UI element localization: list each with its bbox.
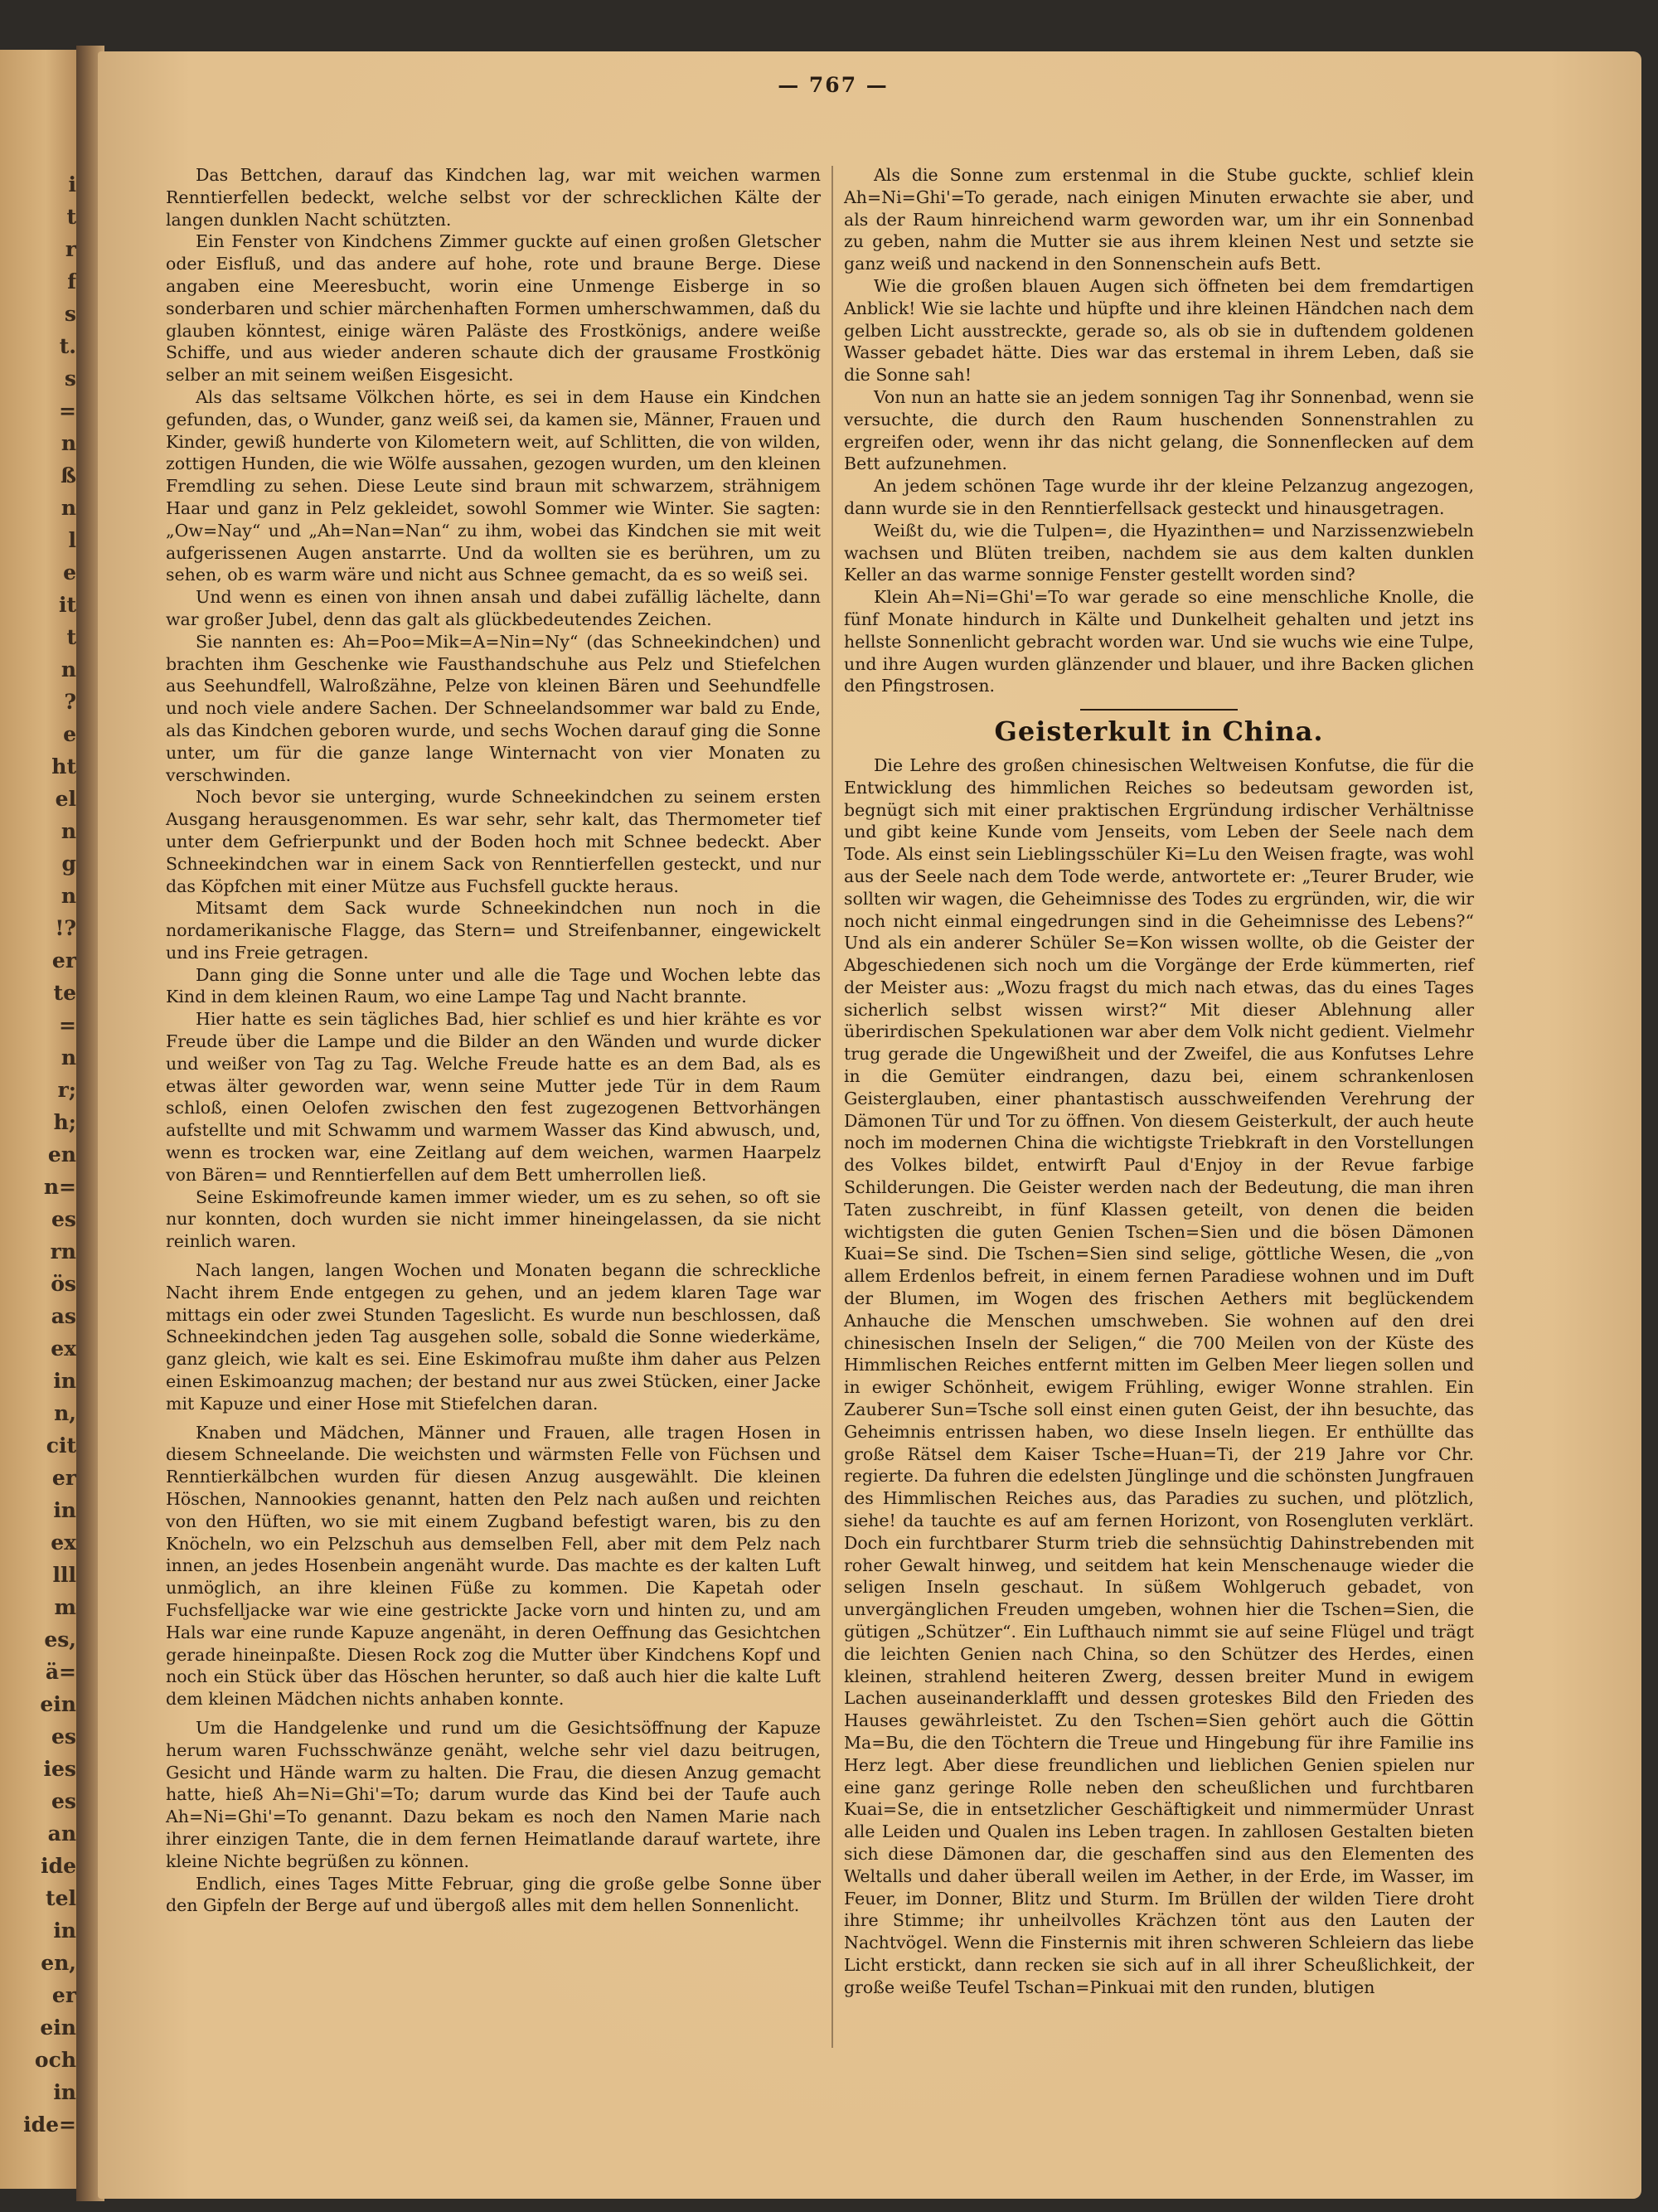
adjacent-page-text-fragment: en — [47, 1142, 76, 1167]
adjacent-page-text-fragment: es — [51, 1724, 76, 1749]
paragraph-text: Und wenn es einen von ihnen ansah und dabei zufällig lächelte, dann war großer Jubel, denn das galt als glückbedeutendes Zeichen. — [166, 587, 821, 629]
adjacent-page-text-fragment: rn — [50, 1239, 76, 1264]
paragraph — [166, 1186, 821, 1253]
left-column — [166, 164, 821, 1917]
paragraph-text: Dann ging die Sonne unter und alle die Tage und Wochen lebte das Kind in dem kleinen Raum, wo eine Lampe Tag und Nacht brannte. — [166, 964, 821, 1007]
adjacent-page-text-fragment: h; — [53, 1110, 76, 1134]
paragraph-text: Das Bettchen, darauf das Kindchen lag, war mit weichen warmen Renntierfellen bedeckt, welche selbst vor der schrecklichen Kälte der langen dunklen Nacht schützten. — [166, 165, 821, 230]
paragraph — [166, 230, 821, 386]
adjacent-page-text-fragment: = — [59, 399, 76, 423]
paragraph — [166, 897, 821, 963]
paragraph — [166, 1873, 821, 1918]
paragraph — [166, 386, 821, 586]
paragraph — [166, 1008, 821, 1186]
adjacent-page-text-fragment: tel — [46, 1886, 76, 1910]
adjacent-page-text-fragment: r — [65, 237, 76, 261]
paragraph-text: Knaben und Mädchen, Männer und Frauen, alle tragen Hosen in diesem Schneelande. Die weichsten und wärmsten Felle von Füchsen und Renntierkälbchen wurden für diesen Anzug ausgewählt. Die kleinen Höschen, Nannookies genannt, hatten den Pelz nach außen und reichten von den Hüften, wo sie mit einem Zugband befestigt waren, bis zu den Knöcheln, wo ein Pelzschuh aus demselben Fell, aber mit dem Pelz nach innen, an jedes Hosenbein angenäht wurde. Das machte es der kalten Luft unmöglich, an ihre kleinen Füße zu kommen. Die Kapetah oder Fuchsfelljacke war wie eine gestrickte Jacke vorn und hinten zu, und am Hals war eine runde Kapuze angenäht, in deren Oeffnung das Gesichtchen gerade hineinpaßte. Diesen Rock zog die Mutter über Kindchens Kopf und noch ein Stück über das Höschen herunter, so daß auch hier die kalte Luft dem kleinen Mädchen nichts anhaben konnte. — [166, 1422, 821, 1710]
adjacent-page-text-fragment: och — [34, 2048, 76, 2072]
adjacent-page-text-fragment: g — [61, 851, 76, 876]
adjacent-page-text-fragment: ex — [51, 1530, 76, 1555]
adjacent-page-text-fragment: n — [61, 1045, 76, 1070]
adjacent-page-text-fragment: ä= — [45, 1660, 76, 1684]
adjacent-page-text-fragment: e — [63, 722, 76, 746]
paragraph-gap — [166, 1710, 821, 1717]
adjacent-page-text-fragment: m — [54, 1595, 76, 1619]
paragraph-text: Wie die großen blauen Augen sich öffneten bei dem fremdartigen Anblick! Wie sie lachte und hüpfte und ihre kleinen Händchen nach dem gelben Licht ausstreckte, gerade so, als ob sie in duftendem goldenen Wasser gebadet hätte. Dies war das erstemal in ihrem Leben, daß sie die Sonne sah! — [844, 275, 1474, 386]
paragraph-text: Von nun an hatte sie an jedem sonnigen Tag ihr Sonnenbad, wenn sie versuchte, die durch den Raum huschenden Sonnenstrahlen zu ergreifen oder, wenn ihr das nicht gelang, die Sonnenflecken auf dem Bett aufzunehmen. — [844, 386, 1474, 474]
adjacent-page-text-fragment: t — [66, 625, 76, 649]
adjacent-page-text-fragment: n — [61, 496, 76, 520]
paragraph-text: Weißt du, wie die Tulpen=, die Hyazinthen= und Narzissenzwiebeln wachsen und Blüten treiben, nachdem sie aus dem kalten dunklen Keller an das warme sonnige Fenster gestellt worden sind? — [844, 520, 1474, 585]
adjacent-page-text-fragment: r; — [57, 1078, 76, 1102]
paragraph-text: Seine Eskimofreunde kamen immer wieder, um es zu sehen, so oft sie nur konnten, doch wurden sie nicht immer hineingelassen, da sie nicht reinlich waren. — [166, 1186, 821, 1252]
adjacent-page-text-fragment: as — [51, 1304, 76, 1328]
adjacent-page-text-fragment: t — [66, 205, 76, 229]
paragraph — [166, 786, 821, 897]
paragraph — [844, 386, 1474, 475]
paragraph-text: Klein Ah=Ni=Ghi'=To war gerade so eine menschliche Knolle, die fünf Monate hindurch in Kälte und Dunkelheit gehalten und jetzt ins hellste Sonnenlicht gebracht worden war. Und sie wuchs wie eine Tulpe, und ihre Augen wurden glänzender und blauer, und ihre Backen glichen den Pfingstrosen. — [844, 587, 1474, 696]
adjacent-page-text-fragment: n — [61, 819, 76, 843]
paragraph — [844, 275, 1474, 386]
adjacent-page-text-fragment: ide — [41, 1854, 76, 1878]
adjacent-page-text-fragment: in — [53, 2080, 76, 2104]
paragraph — [166, 631, 821, 787]
adjacent-page-text-fragment: l — [68, 528, 76, 552]
adjacent-page-text-fragment: n= — [43, 1175, 76, 1199]
adjacent-page-text-fragment: te — [53, 981, 76, 1005]
paragraph — [166, 1259, 821, 1415]
adjacent-page-text-fragment: n — [61, 884, 76, 908]
adjacent-page-text-fragment: ? — [64, 690, 76, 714]
adjacent-page-text-fragment: in — [53, 1369, 76, 1393]
adjacent-page-text-fragment: er — [51, 948, 76, 973]
adjacent-page-text-fragment: in — [53, 1919, 76, 1943]
paragraph — [844, 586, 1474, 697]
adjacent-page-edge — [0, 50, 76, 2189]
adjacent-page-text-fragment: s — [64, 302, 76, 326]
adjacent-page-text-fragment: en, — [41, 1951, 76, 1975]
adjacent-page-text-fragment: ß — [61, 463, 76, 488]
story-continuation — [844, 164, 1474, 697]
adjacent-page-text-fragment: es, — [44, 1627, 76, 1652]
adjacent-page-text-fragment: n — [61, 431, 76, 455]
paragraph — [166, 1422, 821, 1710]
paragraph — [166, 1717, 821, 1873]
adjacent-page-text-fragment: er — [51, 1466, 76, 1490]
paragraph — [844, 520, 1474, 586]
adjacent-page-text-fragment: ex — [51, 1336, 76, 1361]
adjacent-page-text-fragment: it — [58, 593, 76, 617]
adjacent-page-text-fragment: e — [63, 560, 76, 585]
adjacent-page-text-fragment: i — [68, 172, 76, 196]
paragraph-text: Als die Sonne zum erstenmal in die Stube guckte, schlief klein Ah=Ni=Ghi'=To gerade, nach einigen Minuten erwachte sie aber, und als der Raum hinreichend warm geworden war, um ihr ein Sonnenbad zu geben, nahm die Mutter sie aus ihrem kleinen Nest und setzte sie ganz weiß und nackend in den Sonnenschein aufs Bett. — [844, 165, 1474, 274]
adjacent-page-text-fragment: f — [67, 269, 76, 293]
article-title: Geisterkult in China. — [994, 716, 1324, 748]
adjacent-page-text-fragment: !? — [55, 916, 76, 940]
adjacent-page-text-fragment: ein — [40, 2016, 76, 2040]
page-number: — 767 — — [778, 73, 889, 97]
adjacent-page-text-fragment: ös — [51, 1272, 76, 1296]
paragraph-text: Nach langen, langen Wochen und Monaten begann die schreckliche Nacht ihrem Ende entgegen zu gehen, und an jedem klaren Tage war mittags ein oder zwei Stunden Tageslicht. Es wurde nun beschlossen, daß Schneekindchen jeden Tag ausgehen solle, sobald die Sonne wiederkäme, ganz gleich, wie kalt es sei. Eine Eskimofrau mußte ihm daher aus Pelzen einen Eskimoanzug machen; der bestand nur aus zwei Stücken, einer Jacke mit Kapuze und einer Hose mit Stiefelchen daran. — [166, 1260, 821, 1414]
adjacent-page-text-fragment: es — [51, 1207, 76, 1231]
adjacent-page-text-fragment: an — [47, 1822, 76, 1846]
adjacent-page-text-fragment: es — [51, 1789, 76, 1813]
adjacent-page-text-fragment: er — [51, 1983, 76, 2007]
paragraph-text: Ein Fenster von Kindchens Zimmer guckte auf einen großen Gletscher oder Eisfluß, und das andere auf hohe, rote und braune Berge. Diese angaben eine Meeresbucht, worin eine Unmenge Eisberge in so sonderbaren und schier märchenhaften Formen umherschwammen, daß du glauben könntest, einige wären Paläste des Frostkönigs, andere weiße Schiffe, und aus wieder anderen schaute dich der grausame Frostkönig selber an mit seinem weißen Eisgesicht. — [166, 231, 821, 386]
paragraph-text: Mitsamt dem Sack wurde Schneekindchen nun noch in die nordamerikanische Flagge, das Stern= und Streifenbanner, eingewickelt und ins Freie getragen. — [166, 898, 821, 963]
column-divider — [831, 166, 833, 2048]
paragraph-text: Hier hatte es sein tägliches Bad, hier schlief es und hier krähte es vor Freude über die Lampe und die Bilder an den Wänden und wurde dicker und weißer von Tag zu Tag. Welche Freude hatte es an dem Bad, als es etwas älter geworden war, wenn seine Mutter jede Tür in dem Raum schloß, einen Oelofen zwischen den fest zugezogenen Bettvorhängen aufstellte und mit Schwamm und warmem Wasser das Kind abwusch, und, wenn es trocken war, eine Zeitlang auf dem weichen, warmen Haarpelz von Bären= und Renntierfellen auf dem Bett umherrollen ließ. — [166, 1009, 821, 1185]
paragraph-text: Die Lehre des großen chinesischen Weltweisen Konfutse, die für die Entwicklung des himmlichen Reiches so bedeutsam geworden ist, begnügt sich mit einer praktischen Ergründung irdischer Verhältnisse und gibt keine Kunde vom Jenseits, vom Leben der Seele nach dem Tode. Als einst sein Lieblingsschüler Ki=Lu den Weisen fragte, was wohl aus der Seele nach dem Tode werde, antwortete er: „Teurer Bruder, wie sollten wir wagen, die Geheimnisse des Todes zu ergründen, wir, die wir noch nicht einmal eingedrungen sind in die Geheimnisse des Lebens?“ Und als ein anderer Schüler Se=Kon wissen wollte, ob die Geister der Abgeschiedenen sich noch um die Vorgänge der Erde kümmerten, rief der Meister aus: „Wozu fragst du mich nach etwas, das du eines Tages sicherlich selbst wissen wirst?“ Mit dieser Ablehnung aller überirdischen Spekulationen war aber dem Volk nicht gedient. Vielmehr trug gerade die Ungewißheit und der Zweifel, die aus Konfutses Lehre in die Gemüter eindrangen, dazu bei, einem schrankenlosen Geisterglauben, einer phantastisch ausschweifenden Verehrung der Dämonen Tür und Tor zu öffnen. Von diesem Geisterkult, der auch heute noch im modernen China die wichtigste Triebkraft in den Vorstellungen des Volkes bildet, entwirft Paul d'Enjoy in der Revue farbige Schilderungen. Die Geister werden nach der Bedeutung, die man ihren Taten zuschreibt, in fünf Klassen geteilt, von denen die beiden wichtigsten die guten Genien Tschen=Sien und die bösen Dämonen Kuai=Se sind. Die Tschen=Sien sind selige, göttliche Wesen, die „von allem Erdenlos befreit, in einem fernen Paradiese wohnen und im Duft der Blumen, im Wogen des frischen Aethers mit beglückendem Anhauche die Menschen umschweben. Sie wohnen auf den drei chinesischen Inseln der Seligen,“ die 700 Meilen von der Küste des Himmlischen Reiches entfernt mitten im Gelben Meer liegen sollen und in ewiger Schönheit, ewigem Frühling, ewiger Wonne strahlen. Ein Zauberer Sun=Tsche soll einst einen guten Geist, der ihn besuchte, das Geheimnis entrissen haben, wo diese Inseln liegen. Er enthüllte das große Rätsel dem Kaiser Tsche=Huan=Ti, der 219 Jahre vor Chr. regierte. Da fuhren die edelsten Jünglinge und die schönsten Jungfrauen des Himmlischen Reiches aus, das Paradies zu suchen, und plötzlich, siehe! da tauchte es auf am fernen Horizont, von Rosengluten verklärt. Doch ein furchtbarer Sturm trieb die sehnsüchtig Dahinstrebenden mit roher Gewalt hinweg, und seitdem hat kein Menschenauge wieder die seligen Inseln geschaut. In süßem Wohlgeruch gebadet, von unvergänglichen Freuden umgeben, wohnen hier die Tschen=Sien, die gütigen „Schützer“. Ein Lufthauch nimmt sie auf seine Flügel und trägt die leichten Genien nach China, so den Schützer des Herdes, einen kleinen, strahlend heiteren Zwerg, dessen breiter Mund in ewigem Lachen auseinanderklafft und dessen groteskes Bild den Frieden des Hauses gewährleistet. Zu den Tschen=Sien gehört auch die Göttin Ma=Bu, die den Töchtern die Treue und Hingebung für ihre Familie ins Herz legt. Aber diese freundlichen und lieblichen Genien spielen nur eine ganz geringe Rolle neben den scheußlichen und furchtbaren Kuai=Se, die in entsetzlicher Geschäftigkeit und nimmermüder Unrast alle Leiden und Qualen ins Leben tragen. In zahllosen Gestalten bieten sich diese Dämonen dar, die geschaffen sind aus den Elementen des Weltalls und daher überall weilen im Aether, in der Erde, im Wasser, im Feuer, im Donner, Blitz und Sturm. Im Brüllen der wilden Tiere droht ihre Stimme; ihr unheilvolles Krächzen tönt aus den Lauten der Nachtvögel. Wenn die Finsternis mit ihren schweren Schleiern das liebe Licht erstickt, dann recken sie sich auf in all ihrer Scheußlichkeit, der große weiße Teufel Tschan=Pinkuai mit den runden, blutigen — [844, 754, 1474, 1997]
adjacent-page-text-fragment: ies — [43, 1757, 76, 1781]
adjacent-page-text-fragment: ein — [40, 1692, 76, 1716]
adjacent-page-text-fragment: n, — [54, 1401, 76, 1425]
adjacent-page-text-fragment: in — [53, 1498, 76, 1522]
paragraph — [166, 586, 821, 631]
paragraph-text: Noch bevor sie unterging, wurde Schneekindchen zu seinem ersten Ausgang herausgenommen. Es war sehr, sehr kalt, das Thermometer tief unter dem Gefrierpunkt und der Boden hoch mit Schnee bedeckt. Aber Schneekindchen war in einem Sack von Renntierfellen gesteckt, und nur das Köpfchen mit einer Mütze aus Fuchsfell guckte heraus. — [166, 787, 821, 896]
paragraph-text: Als das seltsame Völkchen hörte, es sei in dem Hause ein Kindchen gefunden, das, o Wunder, ganz weiß sei, da kamen sie, Männer, Frauen und Kinder, gewiß hunderte von Kilometern weit, auf Schlitten, die von wilden, zottigen Hunden, die wie Wölfe aussahen, gezogen wurden, um den kleinen Fremdling zu sehen. Diese Leute sind braun mit schwarzem, strähnigem Haar und ganz in Pelz gekleidet, sowohl Sommer wie Winter. Sie sagten: „Ow=Nay“ und „Ah=Nan=Nan“ zu ihm, wobei das Kindchen sie mit weit aufgerissenen Augen anstarrte. Und da wollten sie es berühren, um zu sehen, ob es warm wäre und nicht aus Schnee gemacht, da es so weiß sei. — [166, 386, 821, 585]
paragraph-gap — [166, 1253, 821, 1259]
paragraph — [844, 164, 1474, 275]
paragraph-text: Sie nannten es: Ah=Poo=Mik=A=Nin=Ny“ (das Schneekindchen) und brachten ihm Geschenke wie Fausthandschuhe aus Pelz und Stiefelchen aus Seehundfell, Walroßzähne, Pelze von kleinen Bären und Seehundfelle und noch viele andere Sachen. Der Schneelandsommer war bald zu Ende, als das Kindchen geboren wurde, und sechs Wochen darauf ging die Sonne unter, um für die ganze lange Winternacht von vier Monaten zu verschwinden. — [166, 631, 821, 785]
adjacent-page-text-fragment: s — [64, 366, 76, 390]
paragraph — [166, 964, 821, 1009]
paragraph-text: An jedem schönen Tage wurde ihr der kleine Pelzanzug angezogen, dann wurde sie in den Renntierfellsack gesteckt und hinausgetragen. — [844, 476, 1474, 518]
paragraph-text: Um die Handgelenke und rund um die Gesichtsöffnung der Kapuze herum waren Fuchsschwänze genäht, welche sehr viel dazu beitrugen, Gesicht und Hände warm zu halten. Die Frau, die diesen Anzug gemacht hatte, hieß Ah=Ni=Ghi'=To; darum wurde das Kind bei der Taufe auch Ah=Ni=Ghi'=To genannt. Dazu bekam es noch den Namen Marie nach ihrer einzigen Tante, die in dem fernen Heimatlande darauf wartete, ihre kleine Nichte begrüßen zu können. — [166, 1717, 821, 1871]
adjacent-page-text-fragment: = — [59, 1013, 76, 1037]
paragraph-text: Endlich, eines Tages Mitte Februar, ging die große gelbe Sonne über den Gipfeln der Berge auf und übergoß alles mit dem hellen Sonnenlicht. — [166, 1873, 821, 1916]
paragraph-gap — [166, 1415, 821, 1422]
right-column — [844, 164, 1474, 1999]
section-rule — [1080, 709, 1238, 711]
paragraph — [844, 475, 1474, 520]
adjacent-page-text-fragment: t. — [59, 334, 76, 358]
adjacent-page-text-fragment: lll — [52, 1563, 76, 1587]
adjacent-page-text-fragment: ht — [51, 754, 76, 779]
adjacent-page-text-fragment: n — [61, 657, 76, 682]
paragraph — [166, 164, 821, 230]
adjacent-page-text-fragment: ide= — [23, 2113, 76, 2137]
adjacent-page-text-fragment: cit — [46, 1433, 76, 1458]
paragraph — [844, 754, 1474, 1999]
adjacent-page-text-fragment: el — [55, 787, 76, 811]
article-body — [844, 754, 1474, 1999]
